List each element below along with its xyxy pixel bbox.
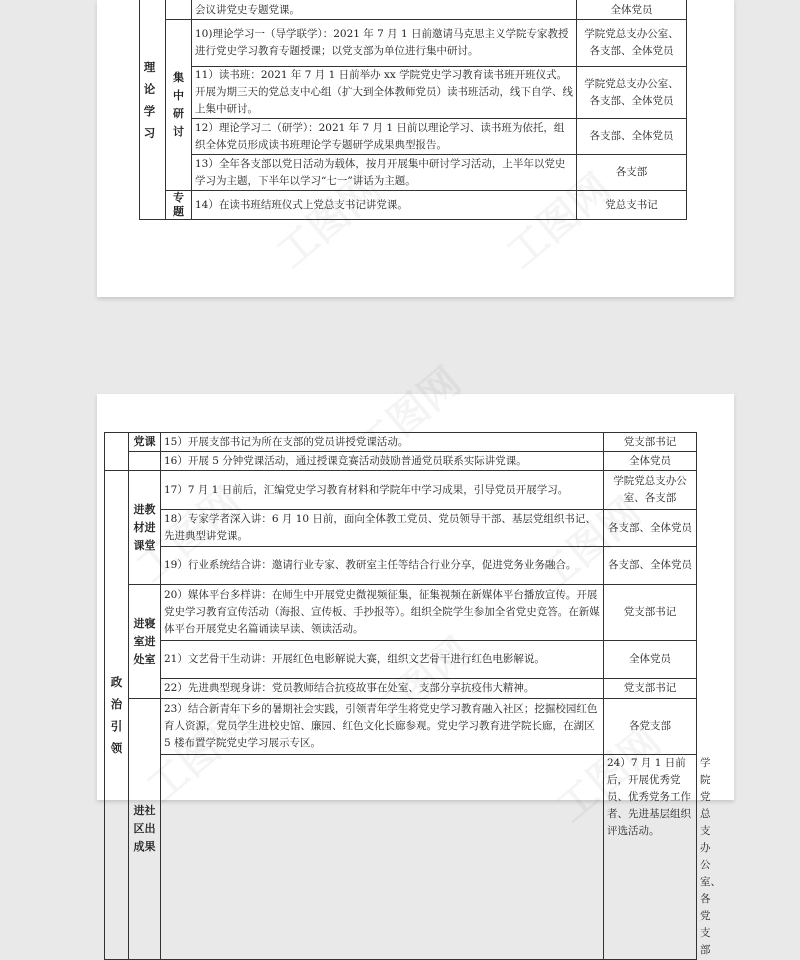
row-content: 17）7 月 1 日前后，汇编党史学习教育材料和学院年中学习成果，引导党员开展学习。 — [161, 471, 604, 510]
plan-table-2 — [104, 432, 721, 960]
plan-table-1 — [139, 0, 687, 220]
table-row — [105, 471, 697, 510]
row-owner: 各支部、全体党员 — [604, 510, 697, 547]
row-content: 会议讲党史专题党课。 — [192, 0, 577, 20]
row-owner: 党支部书记 — [604, 433, 697, 452]
row-owner: 各支部、全体党员 — [577, 119, 687, 155]
row-owner: 各支部 — [577, 155, 687, 191]
table-row — [140, 191, 687, 220]
row-owner: 各党支部 — [604, 699, 697, 755]
table-row — [140, 20, 687, 67]
row-owner: 全体党员 — [577, 0, 687, 20]
group-cell-qinshi: 进寝室进处室 — [129, 585, 161, 699]
category-cell: 政治引领 — [105, 471, 129, 960]
table-row — [140, 0, 687, 20]
table-row — [140, 155, 687, 191]
row-owner: 全体党员 — [604, 641, 697, 679]
table-row — [105, 452, 697, 471]
row-owner: 党支部书记 — [604, 679, 697, 699]
row-owner: 党支部书记 — [604, 585, 697, 641]
row-content: 10)理论学习一（导学联学）：2021 年 7 月 1 日前邀请马克思主义学院专家教授进行党史学习教育专题授课；以党支部为单位进行集中研讨。 — [192, 20, 577, 67]
row-content: 22）先进典型现身讲：党员教师结合抗疫故事在处室、支部分享抗疫伟大精神。 — [161, 679, 604, 699]
row-content: 18）专家学者深入讲：6 月 10 日前，面向全体教工党员、党员领导干部、基层党组织书记、先进典型讲党课。 — [161, 510, 604, 547]
row-owner: 全体党员 — [604, 452, 697, 471]
group-cell-jiaocai: 进教材进课堂 — [129, 471, 161, 585]
row-content: 21）文艺骨干生动讲：开展红色电影解说大赛，组织文艺骨干进行红色电影解说。 — [161, 641, 604, 679]
category-cell: 理论学习 — [140, 0, 166, 220]
row-content: 11）读书班：2021 年 7 月 1 日前举办 xx 学院党史学习教育读书班开班仪式。开展为期三天的党总支中心组（扩大到全体教师党员）读书班活动，线下自学、线上集中研讨。 — [192, 67, 577, 119]
group-cell-jizhong: 集中研讨 — [166, 20, 192, 191]
group-cell-dangke: 党课 — [129, 433, 161, 452]
group-cell-zhuanti: 专题 — [166, 191, 192, 220]
table-row — [105, 433, 697, 452]
row-content: 14）在读书班结班仪式上党总支书记讲党课。 — [192, 191, 577, 220]
row-content: 16）开展 5 分钟党课活动，通过授课竞赛活动鼓励普通党员联系实际讲党课。 — [161, 452, 604, 471]
table-row — [105, 510, 697, 547]
row-owner: 学院党总支办公室、各支部、全体党员 — [577, 67, 687, 119]
row-owner: 党总支书记 — [577, 191, 687, 220]
table-row — [105, 679, 697, 699]
row-content: 23）结合新青年下乡的暑期社会实践，引领青年学生将党史学习教育融入社区；挖掘校园红色育人资源，党员学生进校史馆、廉园、红色文化长廊参观。党史学习教育进学院长廊，在湖区 5 楼布置学院党史学习展示专区。 — [161, 699, 604, 755]
row-content: 24）7 月 1 日前后，开展优秀党员、优秀党务工作者、先进基层组织评选活动。 — [604, 755, 697, 960]
table-row — [140, 67, 687, 119]
document-page-2 — [97, 394, 734, 956]
document-page-1 — [97, 0, 734, 297]
row-owner: 各支部、全体党员 — [604, 547, 697, 585]
row-content: 12）理论学习二（研学）：2021 年 7 月 1 日前以理论学习、读书班为依托，组织全体党员形成读书班理论学专题研学成果典型报告。 — [192, 119, 577, 155]
group-cell-shequ: 进社区出成果 — [129, 699, 161, 960]
table-row — [105, 641, 697, 679]
row-content: 13）全年各支部以党日活动为载体，按月开展集中研讨学习活动，上半年以党史学习为主题，下半年以学习“七一”讲话为主题。 — [192, 155, 577, 191]
row-owner: 学院党总支办公室、各支部、全体党员 — [577, 20, 687, 67]
row-content: 20）媒体平台多样讲：在师生中开展党史微视频征集，征集视频在新媒体平台播放宣传。开展党史学习教育宣传活动（海报、宣传板、手抄报等）。组织全院学生参加全省党史竞答。在新媒体平台开展党史名篇诵读早读、领读活动。 — [161, 585, 604, 641]
row-content: 15）开展支部书记为所在支部的党员讲授党课活动。 — [161, 433, 604, 452]
table-row — [105, 585, 697, 641]
table-row: 24）7 月 1 日前后，开展优秀党员、优秀党务工作者、先进基层组织评选活动。 学院党总支办公室、各党支部 — [105, 755, 697, 960]
row-owner: 学院党总支办公室、各支部 — [604, 471, 697, 510]
table-row — [105, 699, 697, 755]
row-content: 19）行业系统结合讲：邀请行业专家、教研室主任等结合行业分享，促进党务业务融合。 — [161, 547, 604, 585]
table-row — [140, 119, 687, 155]
table-row — [105, 547, 697, 585]
